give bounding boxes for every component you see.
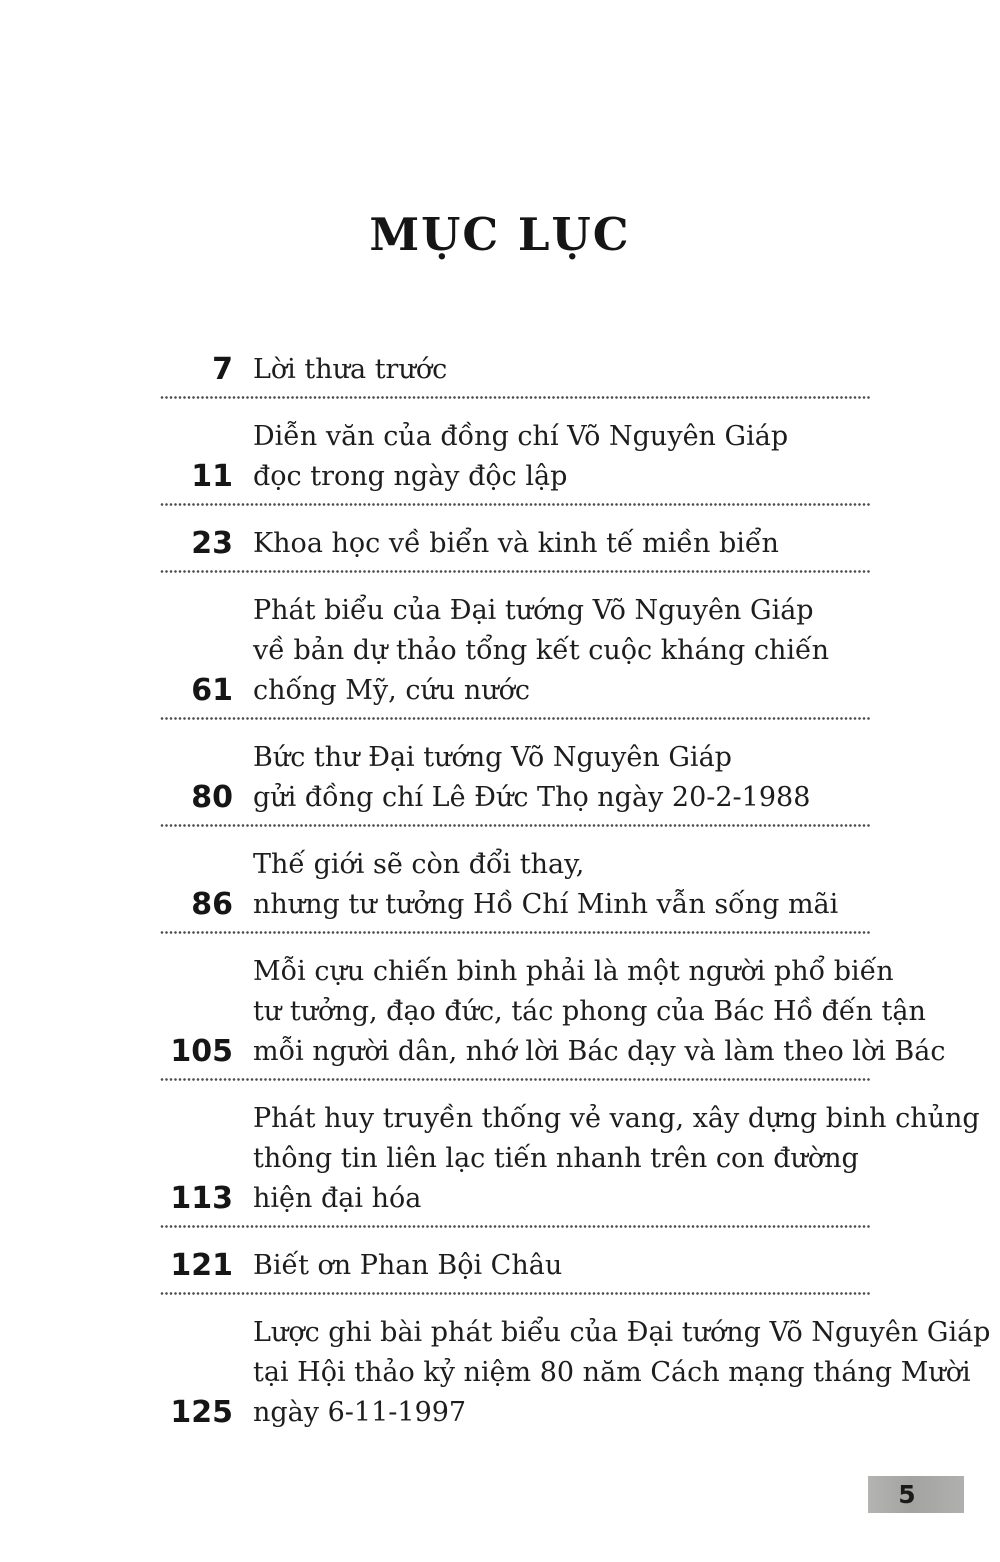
toc-entry-lines [253,1246,870,1286]
dotted-separator [160,1224,870,1229]
toc-entry [160,350,870,400]
dotted-separator [160,502,870,507]
toc-entry-line: Bức thư Đại tướng Võ Nguyên Giáp [253,742,732,773]
toc-entry-line: tư tưởng, đạo đức, tác phong của Bác Hồ đến tận [253,996,926,1027]
toc-entry-lines [253,524,870,564]
toc-entry-line: gửi đồng chí Lê Đức Thọ ngày 20-2-1988 [253,782,811,813]
toc-entry-page-number: 121 [170,1248,233,1283]
toc-entry-line: tại Hội thảo kỷ niệm 80 năm Cách mạng tháng Mười [253,1357,971,1388]
toc-entry-lines [253,952,945,1072]
dotted-separator [160,1291,870,1296]
toc-entry [160,738,870,828]
toc-list [160,350,991,1450]
dotted-separator [160,716,870,721]
dotted-separator [160,395,870,400]
toc-entry-line: ngày 6-11-1997 [253,1397,467,1428]
toc-entry-lines [253,1099,980,1219]
toc-entry [160,417,870,507]
dotted-separator [160,1077,870,1082]
toc-entry-line: Lược ghi bài phát biểu của Đại tướng Võ Nguyên Giáp [253,1317,991,1348]
toc-entry-line: về bản dự thảo tổng kết cuộc kháng chiến [253,635,829,666]
toc-entry-line: Phát biểu của Đại tướng Võ Nguyên Giáp [253,595,814,626]
toc-entry [160,1313,991,1433]
toc-entry [160,524,870,574]
toc-entry-line: đọc trong ngày độc lập [253,461,568,492]
toc-entry-lines [253,350,870,390]
toc-entry-page-number: 23 [191,526,233,561]
toc-entry-line: hiện đại hóa [253,1183,422,1214]
toc-entry-page-number: 86 [191,887,233,922]
toc-entry [160,591,870,721]
toc-entry-lines [253,417,870,497]
toc-entry-line: thông tin liên lạc tiến nhanh trên con đường [253,1143,859,1174]
toc-entry [160,1246,870,1296]
toc-entry-page-number: 105 [170,1034,233,1069]
toc-entry-line: Diễn văn của đồng chí Võ Nguyên Giáp [253,421,789,452]
dotted-separator [160,569,870,574]
toc-entry-lines [253,591,870,711]
toc-entry-lines [253,845,870,925]
dotted-separator [160,930,870,935]
toc-entry-page-number: 113 [170,1181,233,1216]
toc-entry-line: Biết ơn Phan Bội Châu [253,1250,563,1281]
page-title: MỤC LỤC [369,208,631,261]
toc-entry-lines [253,1313,990,1433]
toc-entry-line: Lời thưa trước [253,354,448,385]
toc-entry-page-number: 125 [170,1395,233,1430]
toc-entry-page-number: 80 [191,780,233,815]
toc-entry-page-number: 7 [212,352,233,387]
page-number-tab [868,1476,964,1513]
page-number: 5 [898,1480,916,1509]
toc-entry-line: Khoa học về biển và kinh tế miền biển [253,528,779,559]
toc-entry-page-number: 61 [191,673,233,708]
dotted-separator [160,823,870,828]
toc-entry [160,845,870,935]
toc-entry-line: Phát huy truyền thống vẻ vang, xây dựng binh chủng [253,1103,980,1134]
toc-entry-line: mỗi người dân, nhớ lời Bác dạy và làm theo lời Bác [253,1036,946,1067]
toc-entry-line: Thế giới sẽ còn đổi thay, [253,849,585,880]
toc-entry-line: chống Mỹ, cứu nước [253,675,530,706]
toc-entry [160,952,946,1082]
toc-entry-line: nhưng tư tưởng Hồ Chí Minh vẫn sống mãi [253,889,839,920]
toc-entry-line: Mỗi cựu chiến binh phải là một người phổ biến [253,956,894,987]
toc-entry-lines [253,738,870,818]
toc-entry [160,1099,980,1229]
toc-entry-page-number: 11 [191,459,233,494]
